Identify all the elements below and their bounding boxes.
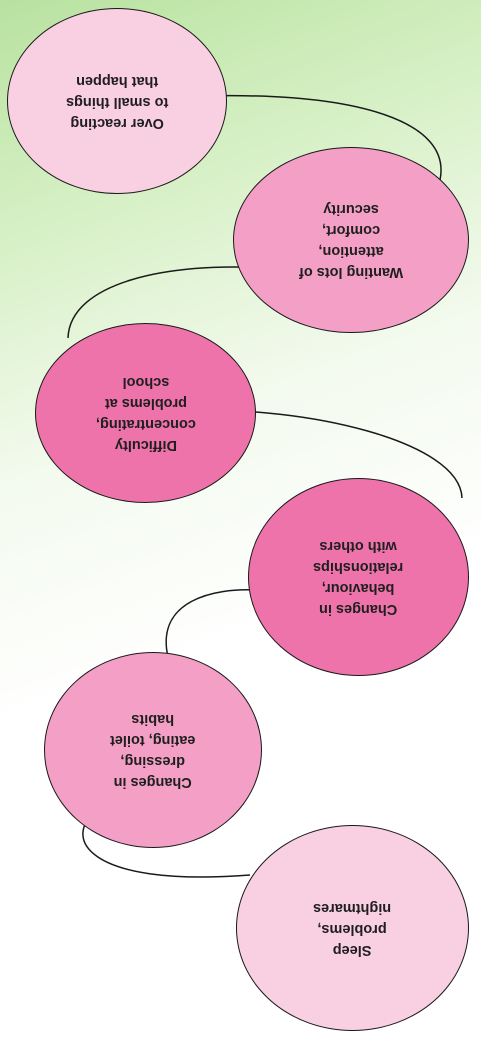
node-label: Changes in dressing, eating, toilet habits bbox=[110, 711, 196, 790]
node-over-reacting bbox=[7, 8, 227, 194]
node-label: Difficulty concentrating, problems at school bbox=[95, 374, 196, 453]
node-wanting-attention bbox=[233, 147, 469, 333]
node-difficulty-concentrating bbox=[35, 323, 256, 503]
node-label: Wanting lots of attention, comfort, security bbox=[298, 201, 404, 280]
node-sleep-problems bbox=[236, 825, 469, 1031]
node-label: Changes in behaviour, relationships with others bbox=[313, 538, 404, 617]
connector-4 bbox=[166, 590, 255, 657]
node-label: Sleep problems, nightmares bbox=[313, 899, 392, 958]
node-changes-habits bbox=[44, 652, 262, 848]
node-changes-behaviour bbox=[248, 478, 469, 676]
node-label: Over reacting to small things that happen bbox=[65, 72, 169, 131]
